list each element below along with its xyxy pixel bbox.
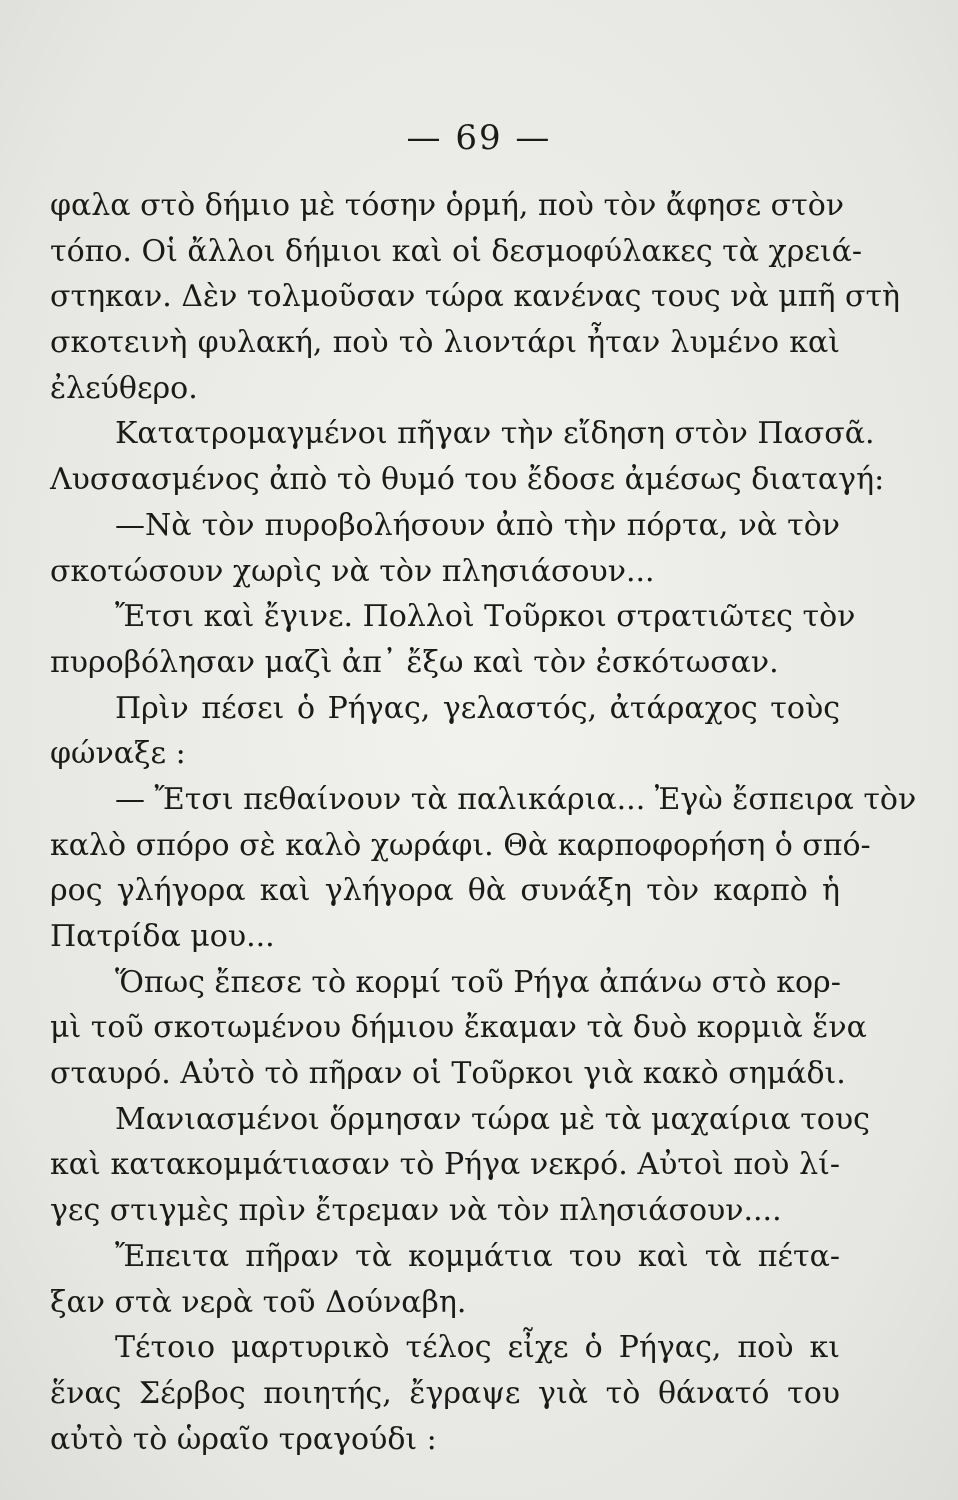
text-line: —Νὰ τὸν πυροβολήσουν ἀπὸ τὴν πόρτα, νὰ τὸν bbox=[115, 507, 840, 543]
text-line: Λυσσασμένος ἀπὸ τὸ θυμό του ἔδοσε ἀμέσως διαταγή: bbox=[50, 462, 885, 498]
text-line: — Ἔτσι πεθαίνουν τὰ παλικάρια... Ἐγὼ ἔσπειρα τὸν bbox=[115, 781, 917, 817]
text-line: καλὸ σπόρο σὲ καλὸ χωράφι. Θὰ καρποφορήση ὁ σπό- bbox=[50, 827, 871, 863]
text-line: Κατατρομαγμένοι πῆγαν τὴν εἴδηση στὸν Πασσᾶ. bbox=[115, 416, 875, 452]
text-line: καὶ κατακομμάτιασαν τὸ Ρήγα νεκρό. Αὐτοὶ ποὺ λί- bbox=[50, 1147, 840, 1183]
text-line: σταυρό. Αὐτὸ τὸ πῆραν οἱ Τοῦρκοι γιὰ κακὸ σημάδι. bbox=[50, 1056, 846, 1092]
body-text bbox=[50, 183, 917, 1462]
text-line: φώναξε : bbox=[50, 736, 186, 772]
text-line: ξαν στὰ νερὰ τοῦ Δούναβη. bbox=[50, 1284, 467, 1320]
text-line: ρος γλήγορα καὶ γλήγορα θὰ συνάξη τὸν καρπὸ ἡ bbox=[50, 873, 840, 909]
text-line: σκοτώσουν χωρὶς νὰ τὸν πλησιάσουν... bbox=[50, 553, 655, 589]
text-line: γες στιγμὲς πρὶν ἔτρεμαν νὰ τὸν πλησιάσουν.... bbox=[50, 1193, 782, 1229]
text-line: Μανιασμένοι ὅρμησαν τώρα μὲ τὰ μαχαίρια τους bbox=[115, 1101, 870, 1137]
text-line: αὐτὸ τὸ ὡραῖο τραγούδι : bbox=[50, 1421, 437, 1457]
page-number: — 69 — bbox=[406, 118, 552, 158]
text-line: πυροβόλησαν μαζὶ ἀπ᾽ ἔξω καὶ τὸν ἐσκότωσαν. bbox=[50, 644, 779, 680]
text-line: Ἔτσι καὶ ἔγινε. Πολλοὶ Τοῦρκοι στρατιῶτες τὸν bbox=[115, 599, 856, 635]
text-line: σκοτεινὴ φυλακή, ποὺ τὸ λιοντάρι ἦταν λυμένο καὶ bbox=[50, 325, 840, 361]
text-line: Πατρίδα μου... bbox=[50, 919, 275, 954]
text-line: Πρὶν πέσει ὁ Ρήγας, γελαστός, ἀτάραχος τοὺς bbox=[115, 690, 840, 726]
text-line: στηκαν. Δὲν τολμοῦσαν τώρα κανένας τους νὰ μπῆ στὴ bbox=[50, 279, 901, 315]
text-line: Ἔπειτα πῆραν τὰ κομμάτια του καὶ τὰ πέτα- bbox=[115, 1238, 840, 1274]
text-line: Τέτοιο μαρτυρικὸ τέλος εἶχε ὁ Ρήγας, ποὺ κι bbox=[115, 1330, 840, 1366]
text-line: Ὅπως ἔπεσε τὸ κορμί τοῦ Ρήγα ἀπάνω στὸ κορ- bbox=[115, 964, 841, 1000]
text-line: μὶ τοῦ σκοτωμένου δήμιου ἔκαμαν τὰ δυὸ κορμιὰ ἕνα bbox=[50, 1010, 867, 1046]
text-line: ἐλεύθερο. bbox=[50, 370, 198, 406]
text-line: τόπο. Οἱ ἄλλοι δήμιοι καὶ οἱ δεσμοφύλακες τὰ χρειά- bbox=[50, 233, 863, 269]
text-line: ἕνας Σέρβος ποιητής, ἔγραψε γιὰ τὸ θάνατό του bbox=[50, 1375, 840, 1411]
text-line: φαλα στὸ δήμιο μὲ τόσην ὁρμή, ποὺ τὸν ἄφησε στὸν bbox=[50, 188, 845, 223]
